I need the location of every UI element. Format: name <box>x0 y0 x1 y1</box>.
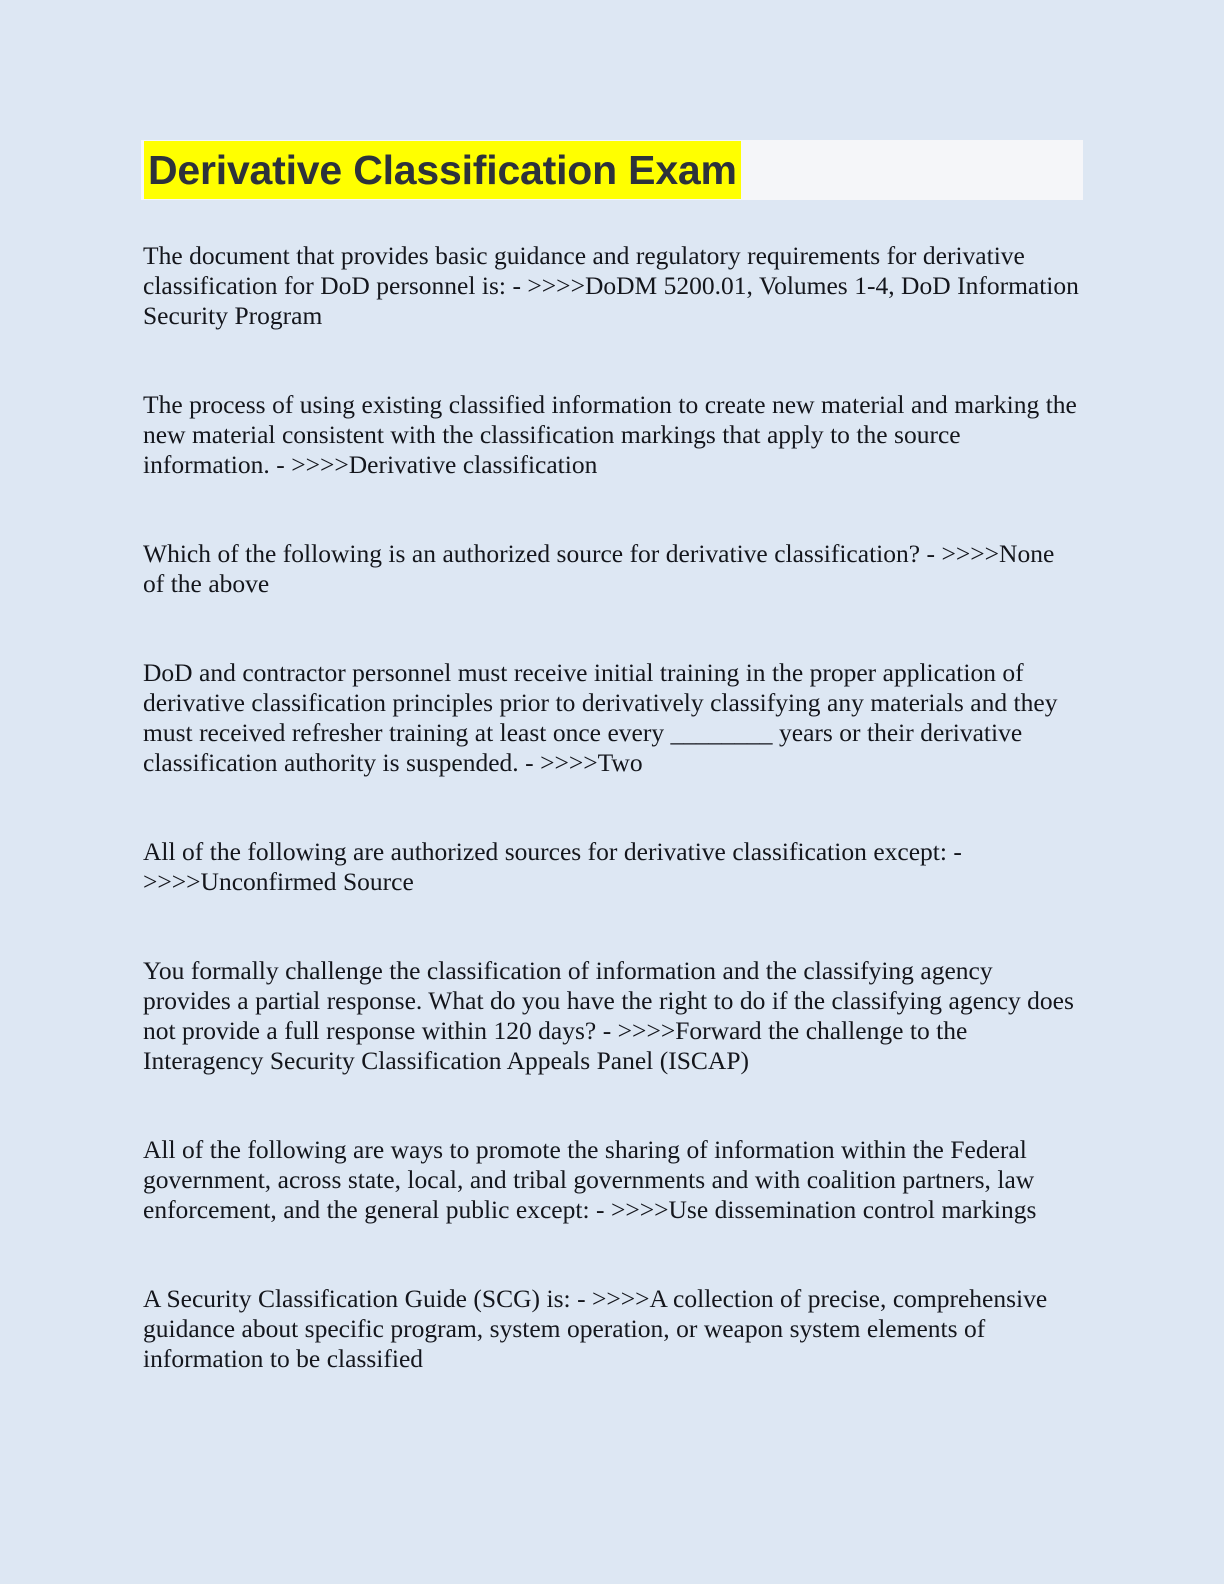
qa-item: Which of the following is an authorized source for derivative classification? - >>>>None of the above <box>143 539 1055 598</box>
title-banner <box>141 140 1083 200</box>
qa-item: All of the following are authorized sources for derivative classification except: - >>>>Unconfirmed Source <box>143 837 962 896</box>
page-title: Derivative Classification Exam <box>144 141 741 199</box>
document-body <box>143 241 1079 1374</box>
qa-item: You formally challenge the classification of information and the classifying agency provides a partial response. What do you have the right to do if the classifying agency does not provide a full response within 120 days? - >>>>Forward the challenge to the Interagency Security Classification Appeals Panel (ISCAP) <box>143 956 1074 1075</box>
qa-item: A Security Classification Guide (SCG) is: - >>>>A collection of precise, comprehensive guidance about specific program, system operation, or weapon system elements of information to be classified <box>143 1284 1048 1373</box>
qa-item: All of the following are ways to promote the sharing of information within the Federal government, across state, local, and tribal governments and with coalition partners, law enforcement, and the general public except: - >>>>Use dissemination control markings <box>143 1135 1037 1224</box>
qa-item: DoD and contractor personnel must receive initial training in the proper application of derivative classification principles prior to derivatively classifying any materials and they must received refresher training at least once every ________ years or their derivative classification authority is suspended. - >>>>Two <box>143 658 1058 777</box>
qa-item: The process of using existing classified information to create new material and marking the new material consistent with the classification markings that apply to the source information. - >>>>Derivative classification <box>143 390 1077 479</box>
qa-item: The document that provides basic guidance and regulatory requirements for derivative classification for DoD personnel is: - >>>>DoDM 5200.01, Volumes 1-4, DoD Information Security Program <box>143 241 1079 330</box>
